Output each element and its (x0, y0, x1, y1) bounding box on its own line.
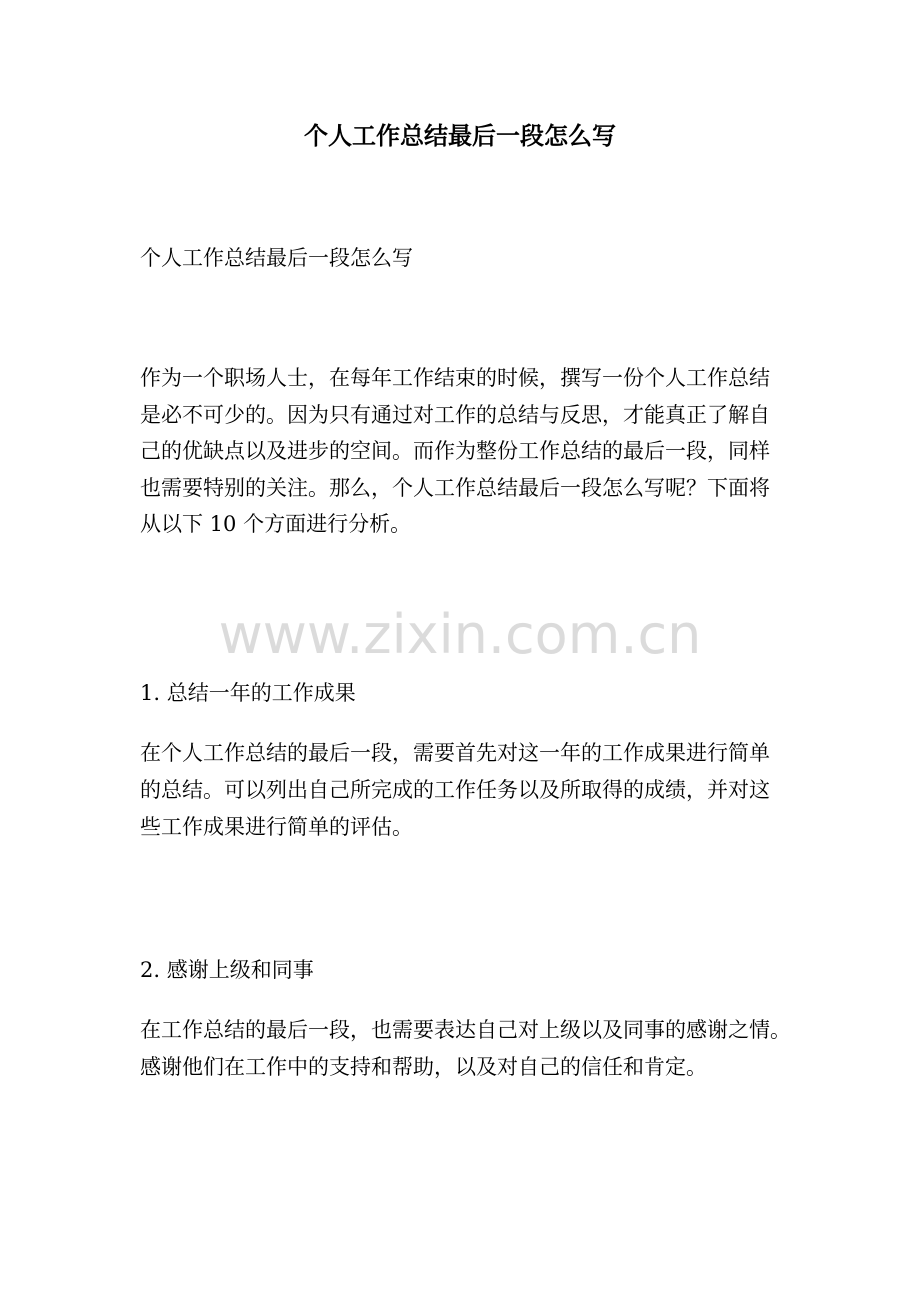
section-1-line: 的总结。可以列出自己所完成的工作任务以及所取得的成绩，并对这 (140, 778, 770, 802)
intro-line: 从以下 10 个方面进行分析。 (140, 512, 412, 536)
watermark-text: www.zixin.com.cn (218, 603, 702, 666)
intro-paragraph (140, 360, 792, 543)
section-1-line: 些工作成果进行简单的评估。 (140, 815, 413, 839)
section-paragraph-2 (140, 1012, 792, 1086)
intro-line: 作为一个职场人士，在每年工作结束的时候，撰写一份个人工作总结 (140, 366, 770, 390)
document-subtitle: 个人工作总结最后一段怎么写 (140, 246, 413, 270)
intro-line: 己的优缺点以及进步的空间。而作为整份工作总结的最后一段，同样 (140, 439, 770, 463)
section-heading-2: 2. 感谢上级和同事 (140, 958, 314, 982)
document-title: 个人工作总结最后一段怎么写 (304, 121, 616, 150)
section-paragraph-1 (140, 735, 792, 846)
intro-line: 是必不可少的。因为只有通过对工作的总结与反思，才能真正了解自 (140, 402, 770, 427)
section-2-line: 感谢他们在工作中的支持和帮助，以及对自己的信任和肯定。 (140, 1055, 707, 1079)
section-1-line: 在个人工作总结的最后一段，需要首先对这一年的工作成果进行简单 (140, 741, 770, 765)
section-heading-1: 1. 总结一年的工作成果 (140, 681, 356, 705)
intro-line: 也需要特别的关注。那么，个人工作总结最后一段怎么写呢？下面将 (140, 475, 770, 500)
section-2-line: 在工作总结的最后一段，也需要表达自己对上级以及同事的感谢之情。 (140, 1018, 791, 1042)
